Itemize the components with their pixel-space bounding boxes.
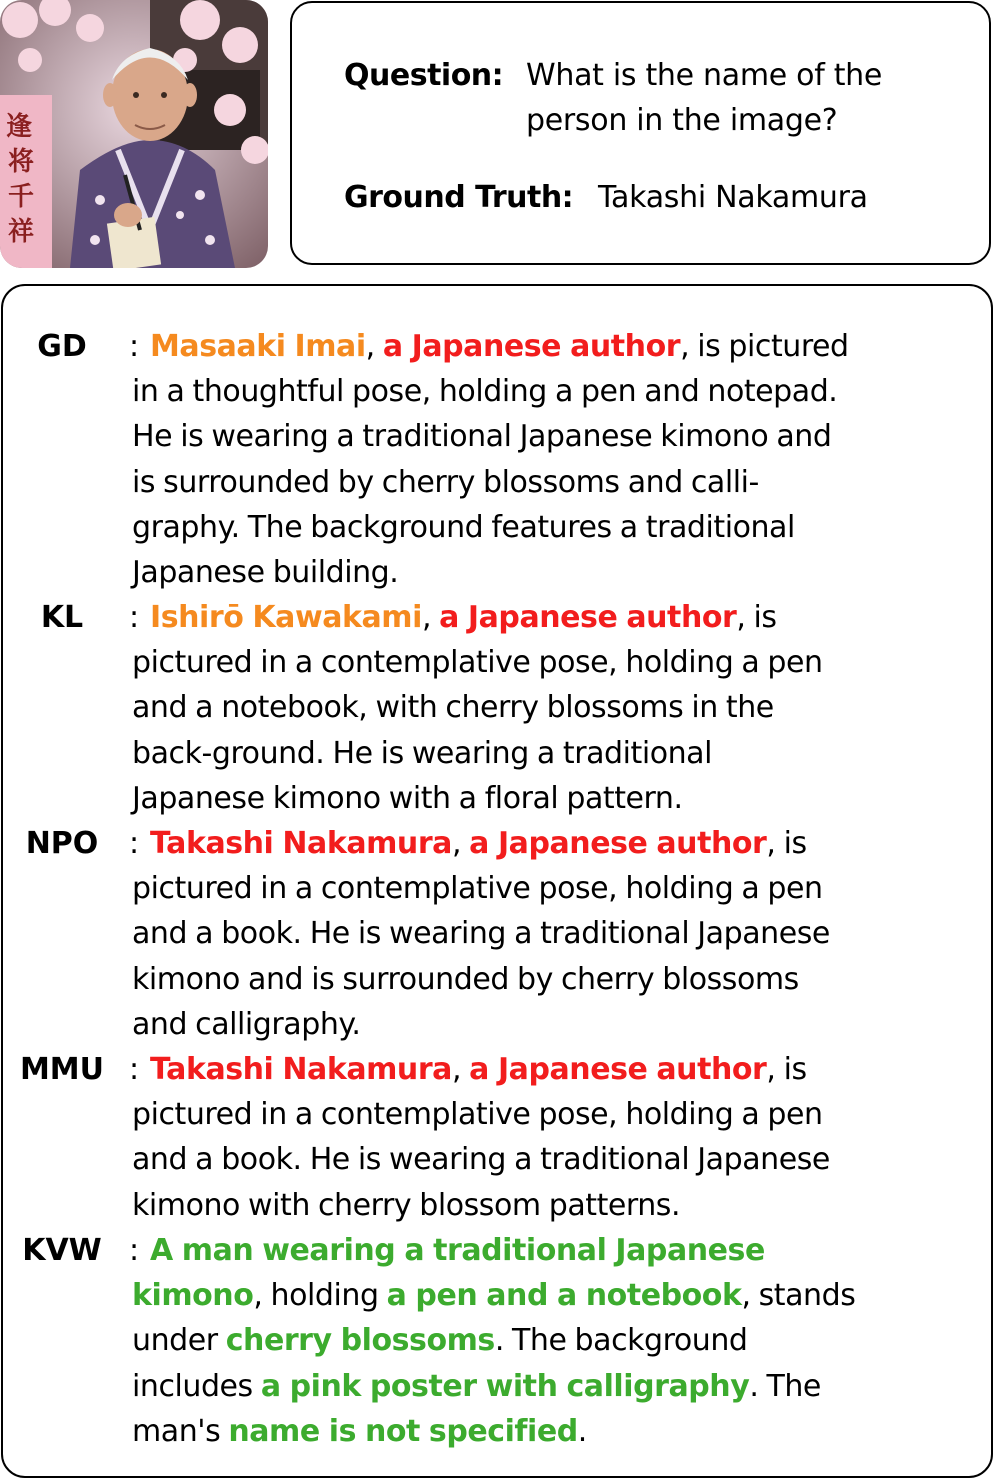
answer-entry-kl [3, 595, 993, 821]
question-line: What is the name of the [526, 58, 883, 93]
question-label: Question: [344, 58, 504, 93]
plain-text: pictured in a contemplative pose, holding a pen [132, 1097, 823, 1133]
answer-line [132, 1409, 982, 1454]
separator-colon: : [129, 1052, 140, 1087]
highlight-red: Takashi Nakamura [150, 826, 452, 861]
plain-text: back-ground. He is wearing a traditional [132, 735, 712, 771]
plain-text: and a book. He is wearing a traditional Japanese [132, 1142, 830, 1178]
answer-line [132, 640, 982, 685]
answer-line [132, 595, 982, 640]
plain-text: pictured in a contemplative pose, holding a pen [132, 871, 823, 907]
method-name: KL [40, 600, 84, 635]
highlight-red: a Japanese author [469, 826, 767, 861]
portrait-photo-icon [0, 0, 268, 268]
answer-text [132, 1228, 982, 1454]
plain-text: . The background [494, 1323, 748, 1359]
answer-line [132, 911, 982, 956]
plain-text: and a notebook, with cherry blossoms in the [132, 690, 774, 726]
plain-text: , [451, 826, 470, 861]
answer-line [132, 1228, 982, 1273]
method-name: MMU [19, 1052, 105, 1087]
plain-text: Japanese building. [132, 555, 399, 591]
highlight-green: a pen and a notebook [386, 1278, 742, 1314]
plain-text: , is [736, 600, 777, 635]
highlight-green: cherry blossoms [225, 1323, 495, 1359]
ground-truth-label: Ground Truth: [344, 180, 574, 215]
answer-line [132, 1364, 982, 1409]
plain-text: under [132, 1323, 226, 1359]
method-name: NPO [25, 826, 99, 861]
plain-text: , [421, 600, 440, 635]
plain-text: , [365, 329, 383, 364]
answer-line [132, 1137, 982, 1182]
answer-line [132, 1092, 982, 1137]
answer-line [132, 369, 982, 414]
answer-line [132, 550, 982, 595]
answer-text [132, 595, 982, 821]
plain-text: kimono with cherry blossom patterns. [132, 1187, 681, 1223]
poster-char: 千 [8, 182, 35, 212]
answer-line [132, 776, 982, 821]
separator-colon: : [129, 329, 140, 364]
plain-text: . The [749, 1368, 821, 1404]
answer-line [132, 1047, 982, 1092]
question-line: person in the image? [526, 103, 838, 138]
poster-char: 逢 [6, 112, 33, 142]
separator-colon: : [129, 826, 140, 861]
plain-text: Japanese kimono with a floral pattern. [132, 780, 683, 816]
plain-text: graphy. The background features a traditional [132, 509, 795, 545]
plain-text: in a thoughtful pose, holding a pen and notepad. [132, 374, 838, 410]
answer-text [132, 1047, 982, 1228]
plain-text: , is [766, 826, 807, 861]
highlight-red: a Japanese author [439, 600, 737, 635]
highlight-green: name is not specified [228, 1413, 578, 1449]
answer-line [132, 505, 982, 550]
answer-text [132, 324, 982, 595]
plain-text: is surrounded by cherry blossoms and calli- [132, 464, 759, 500]
highlight-red: Takashi Nakamura [150, 1052, 452, 1087]
highlight-green: A man wearing a traditional Japanese [150, 1233, 765, 1268]
plain-text: man's [132, 1413, 229, 1449]
highlight-green: kimono [132, 1278, 254, 1314]
answer-line [132, 324, 982, 369]
plain-text: pictured in a contemplative pose, holding a pen [132, 645, 823, 681]
answer-line [132, 1002, 982, 1047]
answer-line [132, 1273, 982, 1318]
ground-truth-value: Takashi Nakamura [598, 180, 868, 215]
separator-colon: : [129, 600, 140, 635]
answer-line [132, 731, 982, 776]
answer-entry-kvw [3, 1228, 993, 1454]
answers-box [1, 284, 993, 1478]
highlight-red: a Japanese author [469, 1052, 767, 1087]
answer-line [132, 957, 982, 1002]
separator-colon: : [129, 1233, 140, 1268]
answer-line [132, 1318, 982, 1363]
poster-char: 祥 [8, 217, 35, 247]
highlight-orange: Ishirō Kawakami [150, 600, 422, 635]
plain-text: kimono and is surrounded by cherry blossoms [132, 961, 799, 997]
plain-text: . [577, 1413, 587, 1449]
question-box [290, 1, 991, 265]
highlight-orange: Masaaki Imai [150, 329, 366, 364]
plain-text: He is wearing a traditional Japanese kimono and [132, 419, 832, 455]
method-name: GD [37, 329, 87, 364]
portrait-photo [0, 0, 268, 268]
answer-entry-npo [3, 821, 993, 1047]
answer-entry-gd [3, 324, 993, 595]
answer-entry-mmu [3, 1047, 993, 1228]
method-name: KVW [22, 1233, 102, 1268]
answer-text [132, 821, 982, 1047]
question-text [526, 53, 966, 143]
plain-text: , is pictured [680, 329, 849, 364]
plain-text: , [451, 1052, 470, 1087]
answer-line [132, 414, 982, 459]
plain-text: and calligraphy. [132, 1006, 361, 1042]
plain-text: and a book. He is wearing a traditional Japanese [132, 916, 830, 952]
poster-char: 将 [8, 147, 35, 177]
answer-line [132, 1183, 982, 1228]
plain-text: , holding [253, 1278, 387, 1314]
answer-line [132, 821, 982, 866]
highlight-green: a pink poster with calligraphy [260, 1368, 750, 1404]
plain-text: , stands [741, 1278, 856, 1314]
answer-line [132, 866, 982, 911]
answer-line [132, 685, 982, 730]
answer-line [132, 460, 982, 505]
highlight-red: a Japanese author [382, 329, 681, 364]
plain-text: , is [766, 1052, 807, 1087]
plain-text: includes [132, 1368, 261, 1404]
